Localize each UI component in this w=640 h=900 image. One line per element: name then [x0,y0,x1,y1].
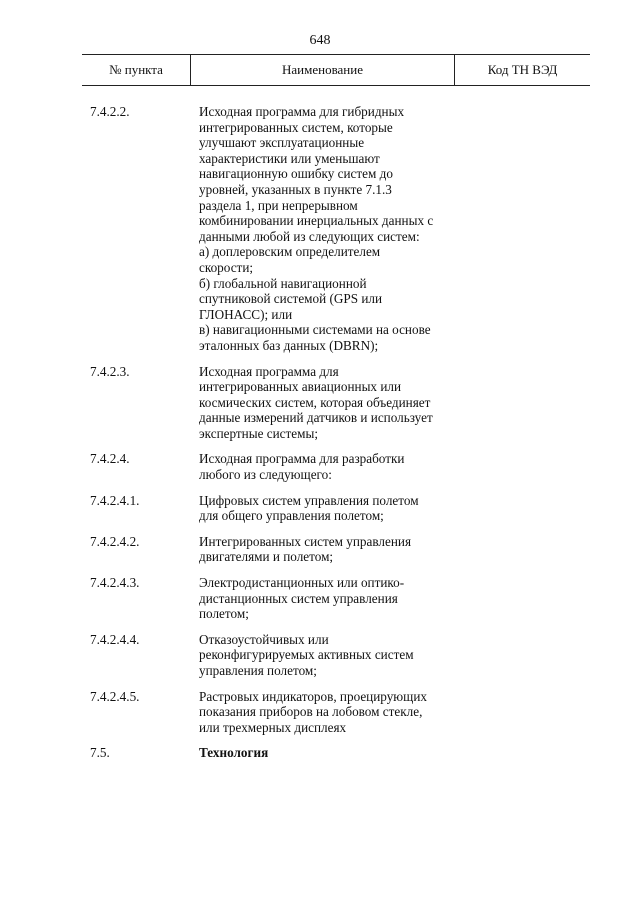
item-name-line: б) глобальной навигационной [199,275,367,291]
table-header [82,54,590,86]
item-name-line: а) доплеровским определителем [199,244,381,260]
item-number: 7.4.2.4. [90,451,130,467]
item-name-line: Цифровых систем управления полетом [199,492,419,508]
item-name-line: показания приборов на лобовом стекле, [199,704,423,720]
item-name-line: дистанционных систем управления [199,590,398,606]
item-name-line: эталонных баз данных (DBRN); [199,337,379,353]
table-row [0,575,640,622]
item-name-line: скорости; [199,259,254,275]
item-name-line: реконфигурируемых активных систем [199,647,414,663]
item-name-line: спутниковой системой (GPS или [199,291,383,307]
item-name-line: двигателями и полетом; [199,549,334,565]
header-number-column: № пункта [109,62,163,77]
page-number: 648 [309,33,331,48]
item-name [199,689,454,736]
item-name-line: Отказоустойчивых или [199,631,329,647]
item-name [199,104,454,354]
item-name-line: данными любой из следующих систем: [199,228,420,244]
item-name [199,575,454,622]
item-name-line: Технология [199,745,269,761]
table-row [0,632,640,679]
item-name-line: интегрированных авиационных или [199,379,402,395]
item-number: 7.5. [90,745,110,761]
item-name [199,534,454,565]
header-name-column: Наименование [190,55,454,85]
item-name [199,632,454,679]
item-name-line: Растровых индикаторов, проецирующих [199,688,427,704]
item-number: 7.4.2.3. [90,363,130,379]
item-name-line: управления полетом; [199,663,317,678]
item-name-line: комбинировании инерциальных данных с [199,213,434,229]
table-row [0,364,640,442]
item-name [199,493,454,524]
item-number: 7.4.2.4.2. [90,533,140,549]
item-name-line: характеристики или уменьшают [199,150,380,166]
header-code-column: Код ТН ВЭД [454,55,590,85]
item-name-line: интегрированных систем, которые [199,119,393,135]
item-number: 7.4.2.2. [90,104,130,119]
item-name-line: улучшают эксплуатационные [199,135,365,151]
table-row [0,534,640,565]
table-row [0,451,640,482]
item-name-line: Интегрированных систем управления [199,533,412,549]
item-name-line: Исходная программа для разработки [199,451,405,467]
item-name-line: данные измерений датчиков и использует [199,410,433,426]
item-name-line: навигационную ошибку систем до [199,166,393,182]
item-name [199,745,454,761]
item-name [199,451,454,482]
item-name-line: любого из следующего: [199,467,332,483]
item-name-line: Исходная программа для [199,363,339,379]
item-name-line: космических систем, которая объединяет [199,394,431,410]
item-name-line: Исходная программа для гибридных [199,104,405,119]
item-number: 7.4.2.4.4. [90,631,140,647]
item-name [199,364,454,442]
item-name-line: Электродистанционных или оптико- [199,575,405,591]
item-name-line: в) навигационными системами на основе [199,322,431,338]
table-row [0,104,640,354]
item-name-line: ГЛОНАСС); или [199,306,293,322]
table-row [0,745,640,761]
item-name-line: экспертные системы; [199,425,319,441]
item-name-line: уровней, указанных в пункте 7.1.3 [199,181,392,197]
item-number: 7.4.2.4.3. [90,575,140,591]
item-name-line: раздела 1, при непрерывном [199,197,358,213]
item-number: 7.4.2.4.1. [90,492,140,508]
table-row [0,689,640,736]
item-name-line: или трехмерных дисплеях [199,719,347,735]
item-name-line: для общего управления полетом; [199,508,384,524]
item-name-line: полетом; [199,606,249,622]
table-row [0,493,640,524]
item-number: 7.4.2.4.5. [90,688,140,704]
table-body [0,104,640,771]
